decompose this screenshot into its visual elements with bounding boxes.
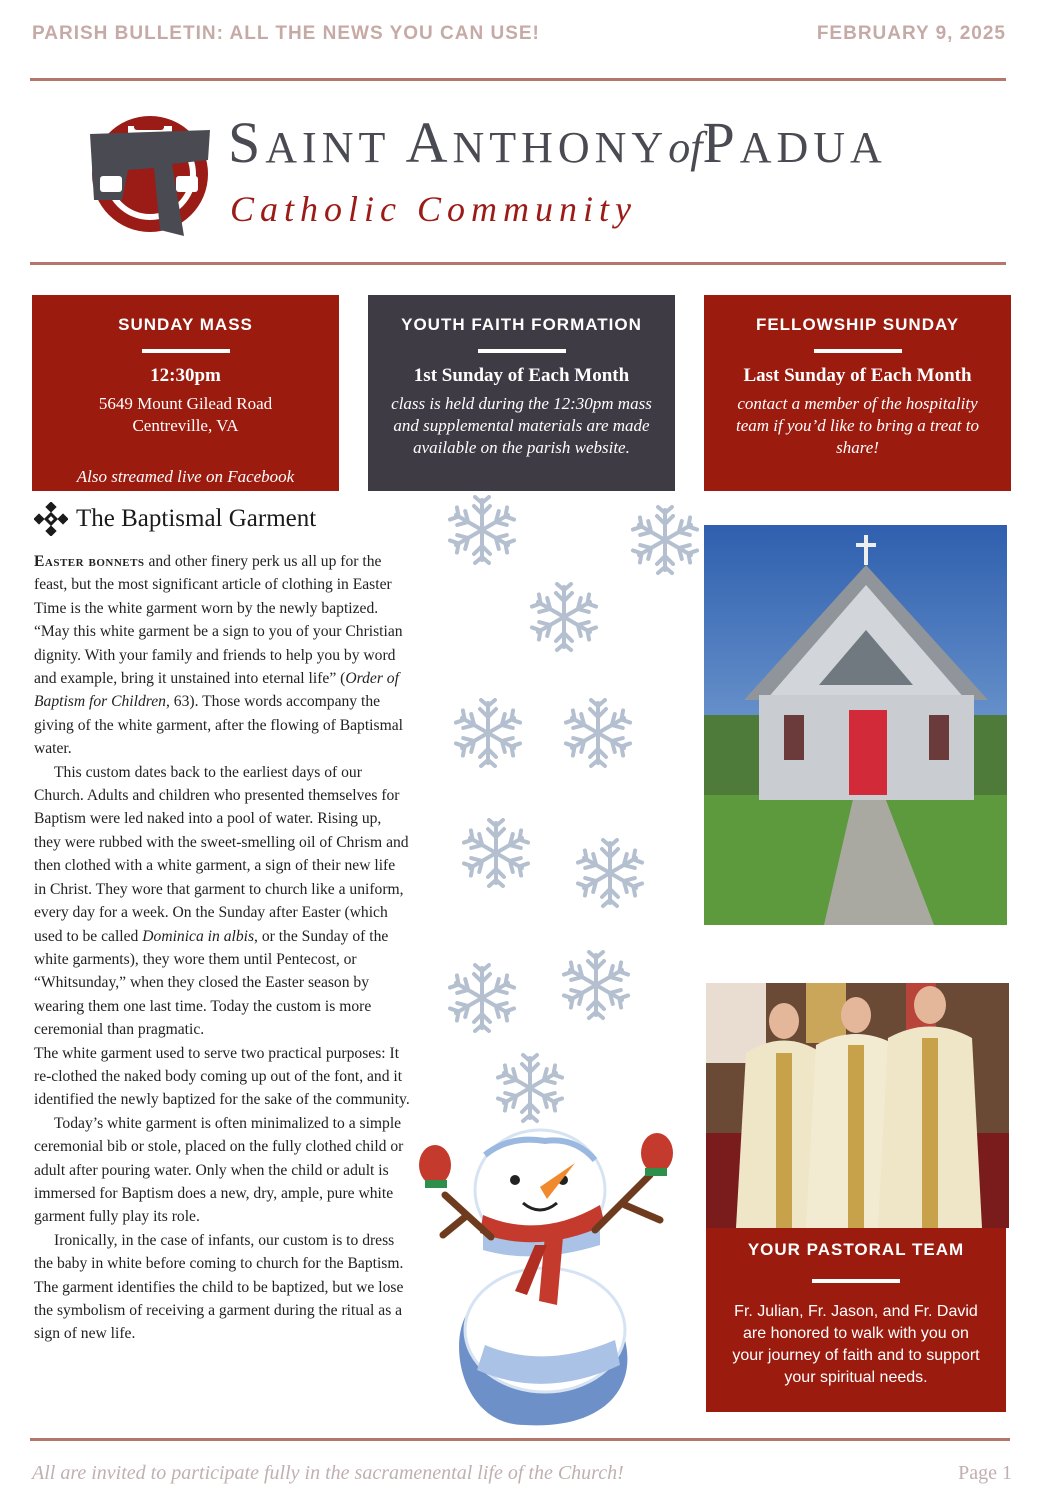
article-heading <box>34 502 410 536</box>
mass-address-line1: 5649 Mount Gilead Road <box>98 394 273 413</box>
snowflake-icon <box>449 497 514 563</box>
priests-photo <box>706 983 1009 1228</box>
sunday-mass-box <box>32 295 339 491</box>
snowflake-icon <box>497 1055 562 1121</box>
snowflake-icon <box>563 952 628 1018</box>
header-divider <box>30 78 1006 81</box>
article-paragraph: The white garment used to serve two practical purposes: It re-clothed the naked body coming up out of the font, and it identified the newly baptized for the sake of the community. <box>34 1044 410 1109</box>
box-bar <box>812 1279 900 1283</box>
fellowship-schedule: Last Sunday of Each Month <box>743 365 972 386</box>
page-footer <box>32 1458 1012 1488</box>
baptismal-garment-article <box>34 502 410 1436</box>
article-paragraph: Today’s white garment is often minimalized to a simple ceremonial bib or stole, placed on the fully clothed child or adult after pouring water. Only when the child or adult is immersed for Baptism does a new, dry, ample, pure white garment fully play its role. <box>34 1114 404 1226</box>
header-date: FEBRUARY 9, 2025 <box>816 23 1006 44</box>
fellowship-description: contact a member of the hospitality team if you’d like to bring a treat to share! <box>736 394 979 457</box>
team-heading: YOUR PASTORAL TEAM <box>747 1240 965 1259</box>
snowman-illustration <box>415 1125 680 1435</box>
box-heading: SUNDAY MASS <box>118 315 253 334</box>
snowflake-icon <box>565 700 630 766</box>
snowflake-icon <box>463 820 528 886</box>
snowflake-icon <box>577 840 642 906</box>
youth-schedule: 1st Sunday of Each Month <box>413 365 630 386</box>
team-description: Fr. Julian, Fr. Jason, and Fr. David are honored to walk with you on your journey of faith and to support your spiritual needs. <box>732 1303 980 1386</box>
mass-stream-note: Also streamed live on Facebook <box>76 467 295 486</box>
box-heading: YOUTH FAITH FORMATION <box>401 315 642 334</box>
mass-address-line2: Centreville, VA <box>132 416 239 435</box>
pastoral-team-box <box>706 1228 1006 1412</box>
logo-divider <box>30 262 1006 265</box>
snowflake-icon <box>632 507 697 573</box>
snowflake-icon <box>455 700 520 766</box>
box-bar <box>814 349 902 353</box>
article-paragraph: This custom dates back to the earliest days of our Church. Adults and children who presented themselves for Baptism were led naked into a pool of water. Rising up, they were rubbed with the sweet-smelling oil of Chrism and then clothed with a white garment, a sign of their new life in Christ. They wore that garment to church like a uniform, every day for a week. On the Sunday after Easter (which used to be called Dominica in albis, or the Sunday of the white garments), they wore them until Pentecost, or “Whitsunday,” when they closed the Easter season by wearing them one last time. Today the custom is more ceremonial than pragmatic. <box>34 763 409 1039</box>
header-tagline: PARISH BULLETIN: ALL THE NEWS YOU CAN USE! <box>32 23 540 44</box>
parish-logo <box>88 108 968 243</box>
article-paragraph: Easter bonnets and other finery perk us all up for the feast, but the most significant article of clothing in Easter Time is the white garment worn by the newly baptized. “May this white garment be a sign to you of your Christian dignity. With your family and friends to help you by word and example, bring it unstained into eternal life” (Order of Baptism for Children, 63). Those words accompany the giving of the white garment, after the flowing of Baptismal water. <box>34 553 403 758</box>
footer-divider <box>30 1438 1010 1441</box>
box-bar <box>478 349 566 353</box>
youth-description: class is held during the 12:30pm mass and supplemental materials are made available on the parish website. <box>391 394 652 457</box>
page-number: Page 1 <box>958 1461 1012 1484</box>
church-photo <box>704 525 1007 925</box>
box-bar <box>142 349 230 353</box>
logo-subtitle: Catholic Community <box>230 189 637 229</box>
footer-tagline: All are invited to participate fully in the sacramenental life of the Church! <box>32 1461 624 1484</box>
logo-title: SAINT ANTHONYofPADUA <box>228 110 887 175</box>
article-paragraph: Ironically, in the case of infants, our custom is to dress the baby in white before coming to church for the Baptism. The garment identifies the child to be baptized, but we lose the symbolism of receiving a garment during the ritual as a sign of new life. <box>34 1231 404 1343</box>
snowflakes-decoration <box>420 495 710 1135</box>
snowflake-icon <box>531 584 596 650</box>
bulletin-header <box>32 20 1006 48</box>
snowflake-icon <box>449 965 514 1031</box>
youth-formation-box <box>368 295 675 491</box>
article-title: The Baptismal Garment <box>76 505 317 532</box>
fellowship-box <box>704 295 1011 491</box>
mass-time: 12:30pm <box>150 365 221 386</box>
box-heading: FELLOWSHIP SUNDAY <box>755 315 960 334</box>
ornament-cross-icon <box>34 502 68 536</box>
tau-cross-logo-icon <box>88 108 218 238</box>
